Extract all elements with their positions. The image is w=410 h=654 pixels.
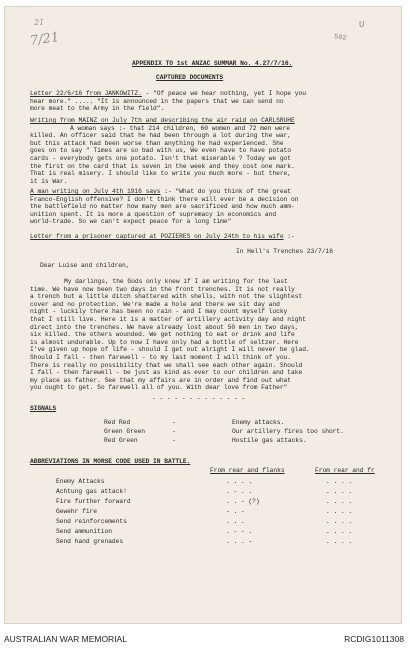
abbr-label: Achtung gas attack! [56, 488, 127, 495]
appendix-title: APPENDIX TO 1st ANZAC SUMMAR No. 4.27/7/16. [132, 60, 293, 67]
letter-1-heading: Letter 22/6/16 from JANKOWITZ. [30, 90, 142, 97]
letter-3-line: Franco-English offensive? I don't think there will ever be a decision on [30, 195, 299, 203]
letter-4-place-date: In Hell's Trenches 23/7/16 [236, 248, 333, 255]
abbr-label: Send ammunition [56, 528, 112, 535]
letter-4-line: you ought to get. So farewell all of you. With dear love from Father" [30, 384, 288, 392]
letter-4-heading-end: :- [287, 233, 295, 240]
letter-4-line: Should I fall - then farewell - to my last moment I will think of you. [30, 353, 292, 361]
letter-1-line: - "Of peace we hear nothing, yet I hope you [145, 90, 306, 97]
letter-4-line: My darlings, the Gods only knew if I am writing for the last [64, 278, 288, 285]
signal-meaning: Enemy attacks. [232, 419, 285, 426]
letter-2-line: but this attack had been worse than anything he had experienced. She [30, 139, 284, 147]
document-page [4, 6, 402, 624]
signals-heading: SIGNALS [30, 405, 57, 412]
corner-mark: U [359, 20, 365, 30]
letter-2-line: it is War. [30, 177, 68, 185]
separator-rule: - - - - - - - - - - - - - [152, 395, 246, 402]
footer-institution: AUSTRALIAN WAR MEMORIAL [4, 634, 127, 644]
letter-4-line: time. We have now been two days in the front trenches. It is not really [30, 285, 295, 293]
abbr-label: Fire further forward [56, 498, 131, 505]
footer-record-id: RCDIG1011308 [344, 634, 404, 644]
letter-2-heading: Writing from MAINZ on July 7th and describing the air raid on CARLSRUHE [30, 117, 295, 124]
signal-name: Red Red [104, 419, 131, 426]
letter-4 [30, 233, 376, 241]
abbr-code-front: . . . . [326, 528, 353, 535]
letter-3-line: :- "What do you think of the great [164, 188, 292, 195]
abbr-column-header: From rear and fr [315, 467, 375, 474]
letter-2-line: A woman says :- that 214 children, 60 women and 72 men were [70, 124, 290, 132]
letter-3-line: unition spent. It is more a question of supremacy in economics and [30, 210, 277, 218]
abbr-label: Gewehr fire [56, 508, 98, 515]
letter-3-line: world-trade. So we can't expect peace for a long time" [30, 218, 232, 226]
abbr-code-flanks: . - . . [226, 488, 253, 495]
handwritten-number: 21 [34, 18, 45, 27]
signal-name: Green Green [104, 428, 146, 435]
letter-4-line: I fall - then farewell - be just as kind as ever to our children and take [30, 369, 303, 377]
archive-footer [0, 624, 410, 654]
letter-3 [30, 188, 376, 226]
letter-4-line: that I still live. Here it is a matter of artillery activity day and night [30, 315, 306, 323]
signal-name: Red Green [104, 437, 138, 444]
abbr-label: Enemy Attacks [56, 478, 105, 485]
abbr-code-front: . . . . [326, 518, 353, 525]
handwritten-reference: 7/21 [29, 30, 61, 49]
signal-meaning: Hostile gas attacks. [232, 437, 307, 444]
letter-4-line: my place as father. See that my affairs are in order and find out what [30, 376, 292, 384]
abbr-code-front: . . . . [326, 478, 353, 485]
letter-4-line: a trench but a little ditch shattered with shells, with not the slightest [30, 293, 303, 301]
letter-2-line: goes on to say " Times are so bad with us, We even have to have potato [30, 147, 292, 155]
letter-4-line: I've given up hope of life - should I get out alright I will never be glad. [30, 346, 310, 354]
letter-3-line: the battlefield no matter how many men are sacrificed and how much amm- [30, 203, 295, 211]
abbr-code-front: . . . . [326, 488, 353, 495]
letter-4-line: direct into the trenches. We have already lost about 50 men in two days, [30, 323, 299, 331]
letter-2-line: the first on the card that is seven in the week and they cost one mark. [30, 162, 295, 170]
letter-4-line: cover and no protection. We're made a hole and there we sit day and [30, 300, 280, 308]
abbr-column-header: From rear and flanks [210, 467, 285, 474]
letter-4-line: There is really no possibility that we shall see each other again. Should [30, 361, 303, 369]
abbr-code-flanks: . - - . [226, 528, 253, 535]
letter-3-heading: A man writing on July 4th 1916 says [30, 188, 161, 195]
letter-4-line: night - luckily there has been no rain - and I may count myself lucky [30, 308, 288, 316]
archive-stamp-number: 502 [333, 33, 348, 43]
letter-4-line: is almost undurable. Up to now I have only had a bottle of seltzer. Here [30, 338, 299, 346]
letter-1 [30, 90, 376, 113]
letter-1-line: hear more." ..... "It is announced in the papers that we can send no [30, 97, 284, 105]
abbr-code-flanks: - . - [226, 508, 245, 515]
signal-meaning: Our artillery fires too short. [232, 428, 344, 435]
abbr-code-flanks: . . . - [226, 538, 253, 545]
abbreviations-heading: ABBREVIATIONS IN MORSE CODE USED IN BATTLE. [30, 458, 191, 465]
letter-4-heading: Letter from a prisoner captured at POZIERES on July 24th to his wife [30, 233, 284, 240]
letter-2-line: cards - everybody gets one potato. Isn't that miserable ? Today we got [30, 154, 292, 162]
letter-4-line: six killed. the others wounded. We get nothing to eat or drink and life [30, 331, 295, 339]
letter-2-line: killed. An officer said that he had been through a lot during the war, [30, 132, 292, 140]
abbr-code-front: . . . . [326, 538, 353, 545]
letter-4-salutation: Dear Luise and children, [40, 262, 130, 269]
abbr-label: Send hand grenades [56, 538, 124, 545]
signal-dash: - [172, 428, 176, 435]
abbr-code-front: . . . . [326, 498, 353, 505]
signal-dash: - [172, 437, 176, 444]
letter-2 [30, 117, 376, 185]
letter-1-line: more meat to the Army in the field". [30, 105, 165, 113]
abbr-code-front: . . . . [326, 508, 353, 515]
letter-4-body [30, 278, 376, 392]
abbr-label: Send reinforcements [56, 518, 127, 525]
abbr-code-flanks: . . . . [226, 478, 253, 485]
abbr-code-flanks: . . . [226, 518, 245, 525]
captured-documents-title: CAPTURED DOCUMENTS [156, 74, 224, 81]
signal-dash: - [172, 419, 176, 426]
abbr-code-flanks: . . - (?) [226, 498, 260, 505]
letter-2-line: That is real misery. I should like to write you much more - but there, [30, 170, 292, 178]
